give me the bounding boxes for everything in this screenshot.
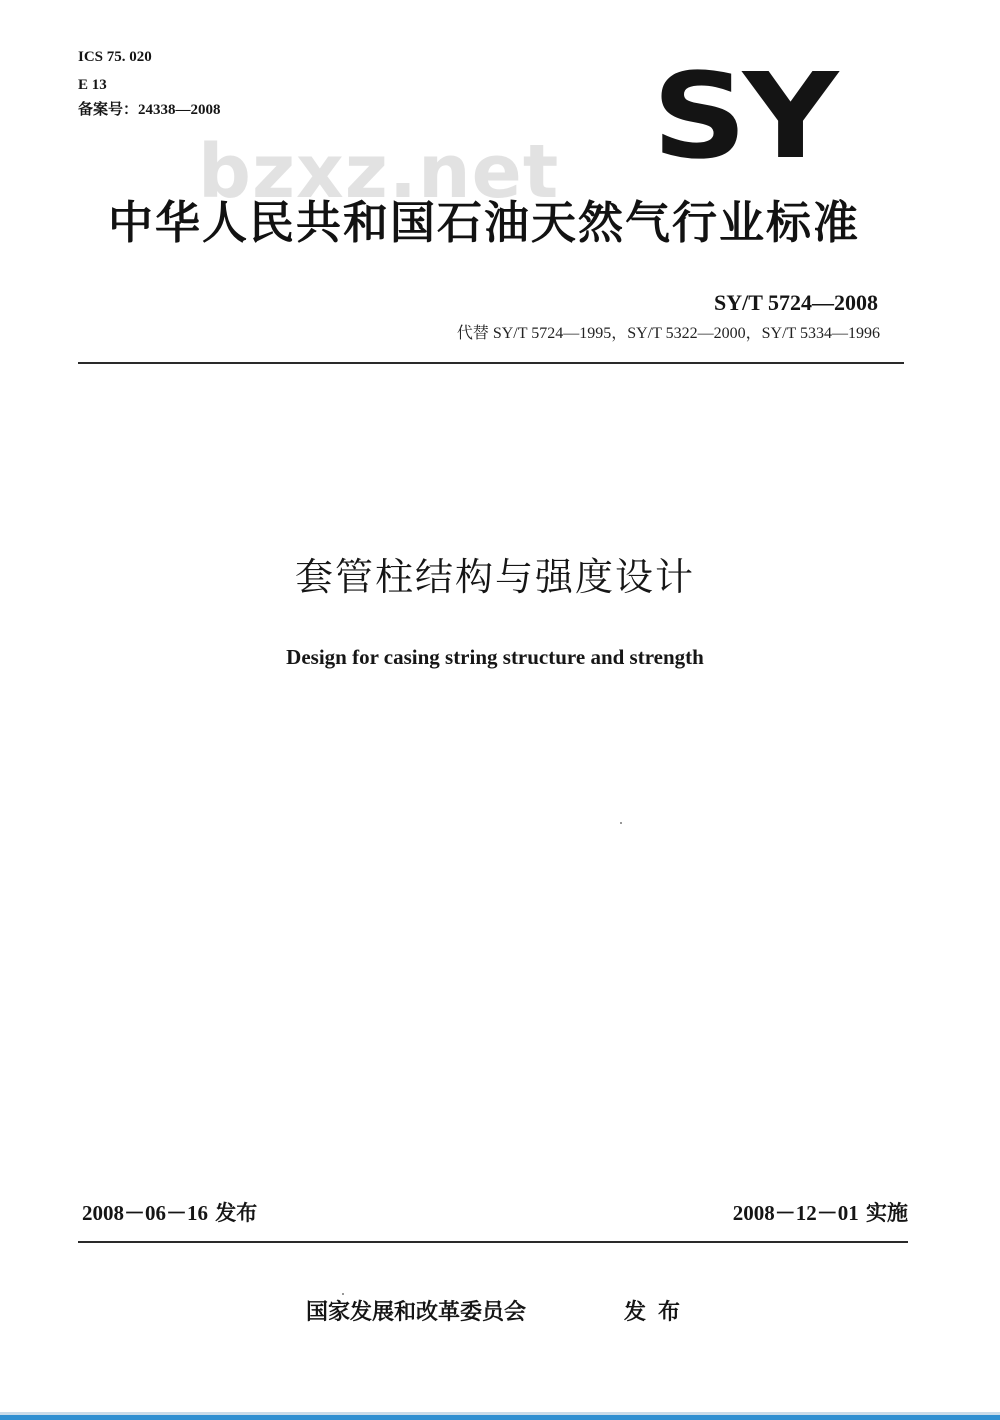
issue-label: 发布 [215,1201,258,1225]
publish-label: 发布 [624,1300,693,1325]
bottom-divider [78,1241,908,1243]
industry-standard-title: 中华人民共和国石油天然气行业标准 [108,196,861,249]
issue-date: 2008－06－16 [82,1201,208,1225]
implement-date: 2008－12－01 [732,1201,859,1225]
sy-logo: SY [652,47,834,185]
replaced-standards: 代替 SY/T 5724—1995，SY/T 5322—2000，SY/T 5334—1996 [456,325,880,342]
implement-label: 实施 [866,1201,908,1225]
document-title-english: Design for casing string structure and strength [286,645,704,669]
scan-speck [620,822,622,824]
watermark: bzxz.net [198,129,560,215]
category-code: E 13 [78,77,107,93]
document-title-chinese: 套管柱结构与强度设计 [294,555,695,599]
record-number-label: 备案号： [78,102,139,118]
top-divider [78,362,904,364]
issue-date-line [82,1200,257,1226]
record-number-line [78,101,221,119]
viewer-bottom-strip [0,1412,1000,1420]
standard-number: SY/T 5724—2008 [713,290,878,315]
publisher-name: 国家发展和改革委员会 [306,1300,527,1325]
ics-code: ICS 75. 020 [78,49,152,65]
implement-date-line [733,1200,908,1226]
record-number-value: 24338—2008 [138,102,221,118]
scan-speck [342,1293,344,1295]
